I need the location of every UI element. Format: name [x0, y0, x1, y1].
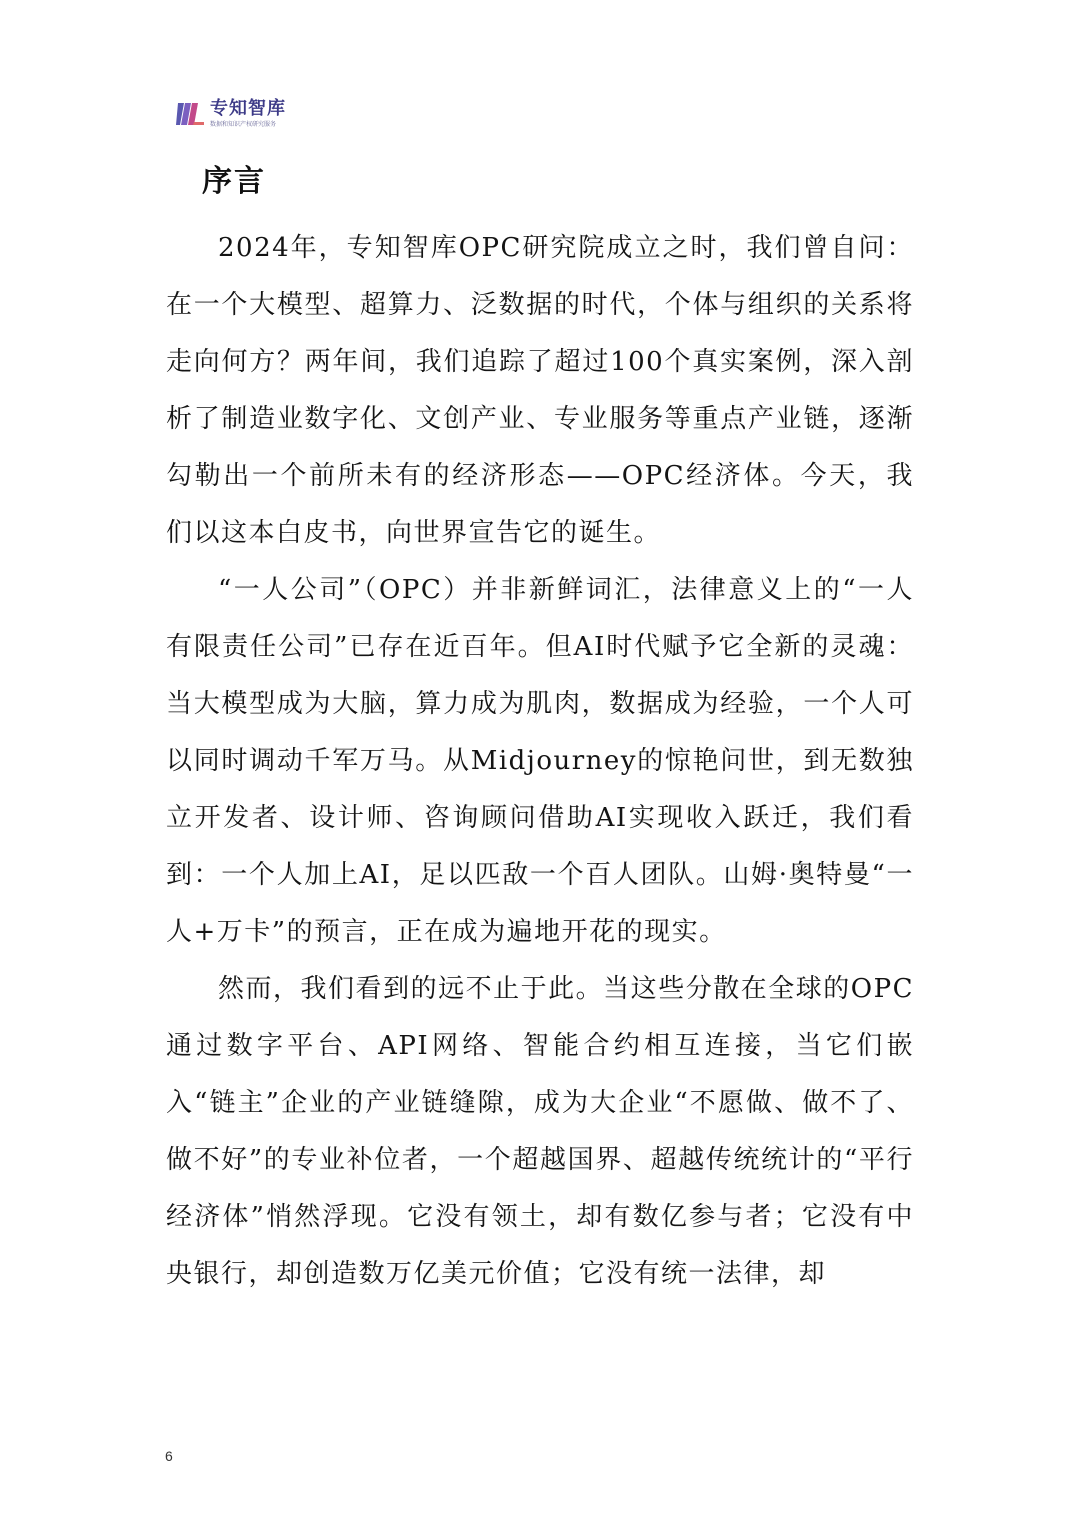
page-number: 6 [165, 1448, 173, 1464]
paragraph-3: 然而，我们看到的远不止于此。当这些分散在全球的OPC通过数字平台、API网络、智能合约相互连接，当它们嵌入“链主”企业的产业链缝隙，成为大企业“不愿做、做不了、做不好”的专业补位者，一个超越国界、超越传统统计的“平行经济体”悄然浮现。它没有领土，却有数亿参与者；它没有中央银行，却创造数万亿美元价值；它没有统一法律，却 [166, 974, 914, 1289]
body-text [166, 220, 914, 1303]
page-header [176, 94, 286, 134]
logo-tagline: 数据和知识产权研究服务 [210, 121, 277, 128]
logo-text [210, 99, 286, 129]
zhuanzhi-logo-icon [176, 100, 204, 128]
page-title: 序言 [202, 164, 266, 199]
logo-name: 专知智库 [210, 98, 286, 119]
paragraph-1: 2024年，专知智库OPC研究院成立之时，我们曾自问：在一个大模型、超算力、泛数据的时代，个体与组织的关系将走向何方？两年间，我们追踪了超过100个真实案例，深入剖析了制造业数字化、文创产业、专业服务等重点产业链，逐渐勾勒出一个前所未有的经济形态——OPC经济体。今天，我们以这本白皮书，向世界宣告它的诞生。 [166, 233, 914, 548]
paragraph-2: “一人公司”（OPC）并非新鲜词汇，法律意义上的“一人有限责任公司”已存在近百年。但AI时代赋予它全新的灵魂：当大模型成为大脑，算力成为肌肉，数据成为经验，一个人可以同时调动千军万马。从Midjourney的惊艳问世，到无数独立开发者、设计师、咨询顾问借助AI实现收入跃迁，我们看到：一个人加上AI，足以匹敌一个百人团队。山姆·奥特曼“一人+万卡”的预言，正在成为遍地开花的现实。 [166, 575, 914, 947]
